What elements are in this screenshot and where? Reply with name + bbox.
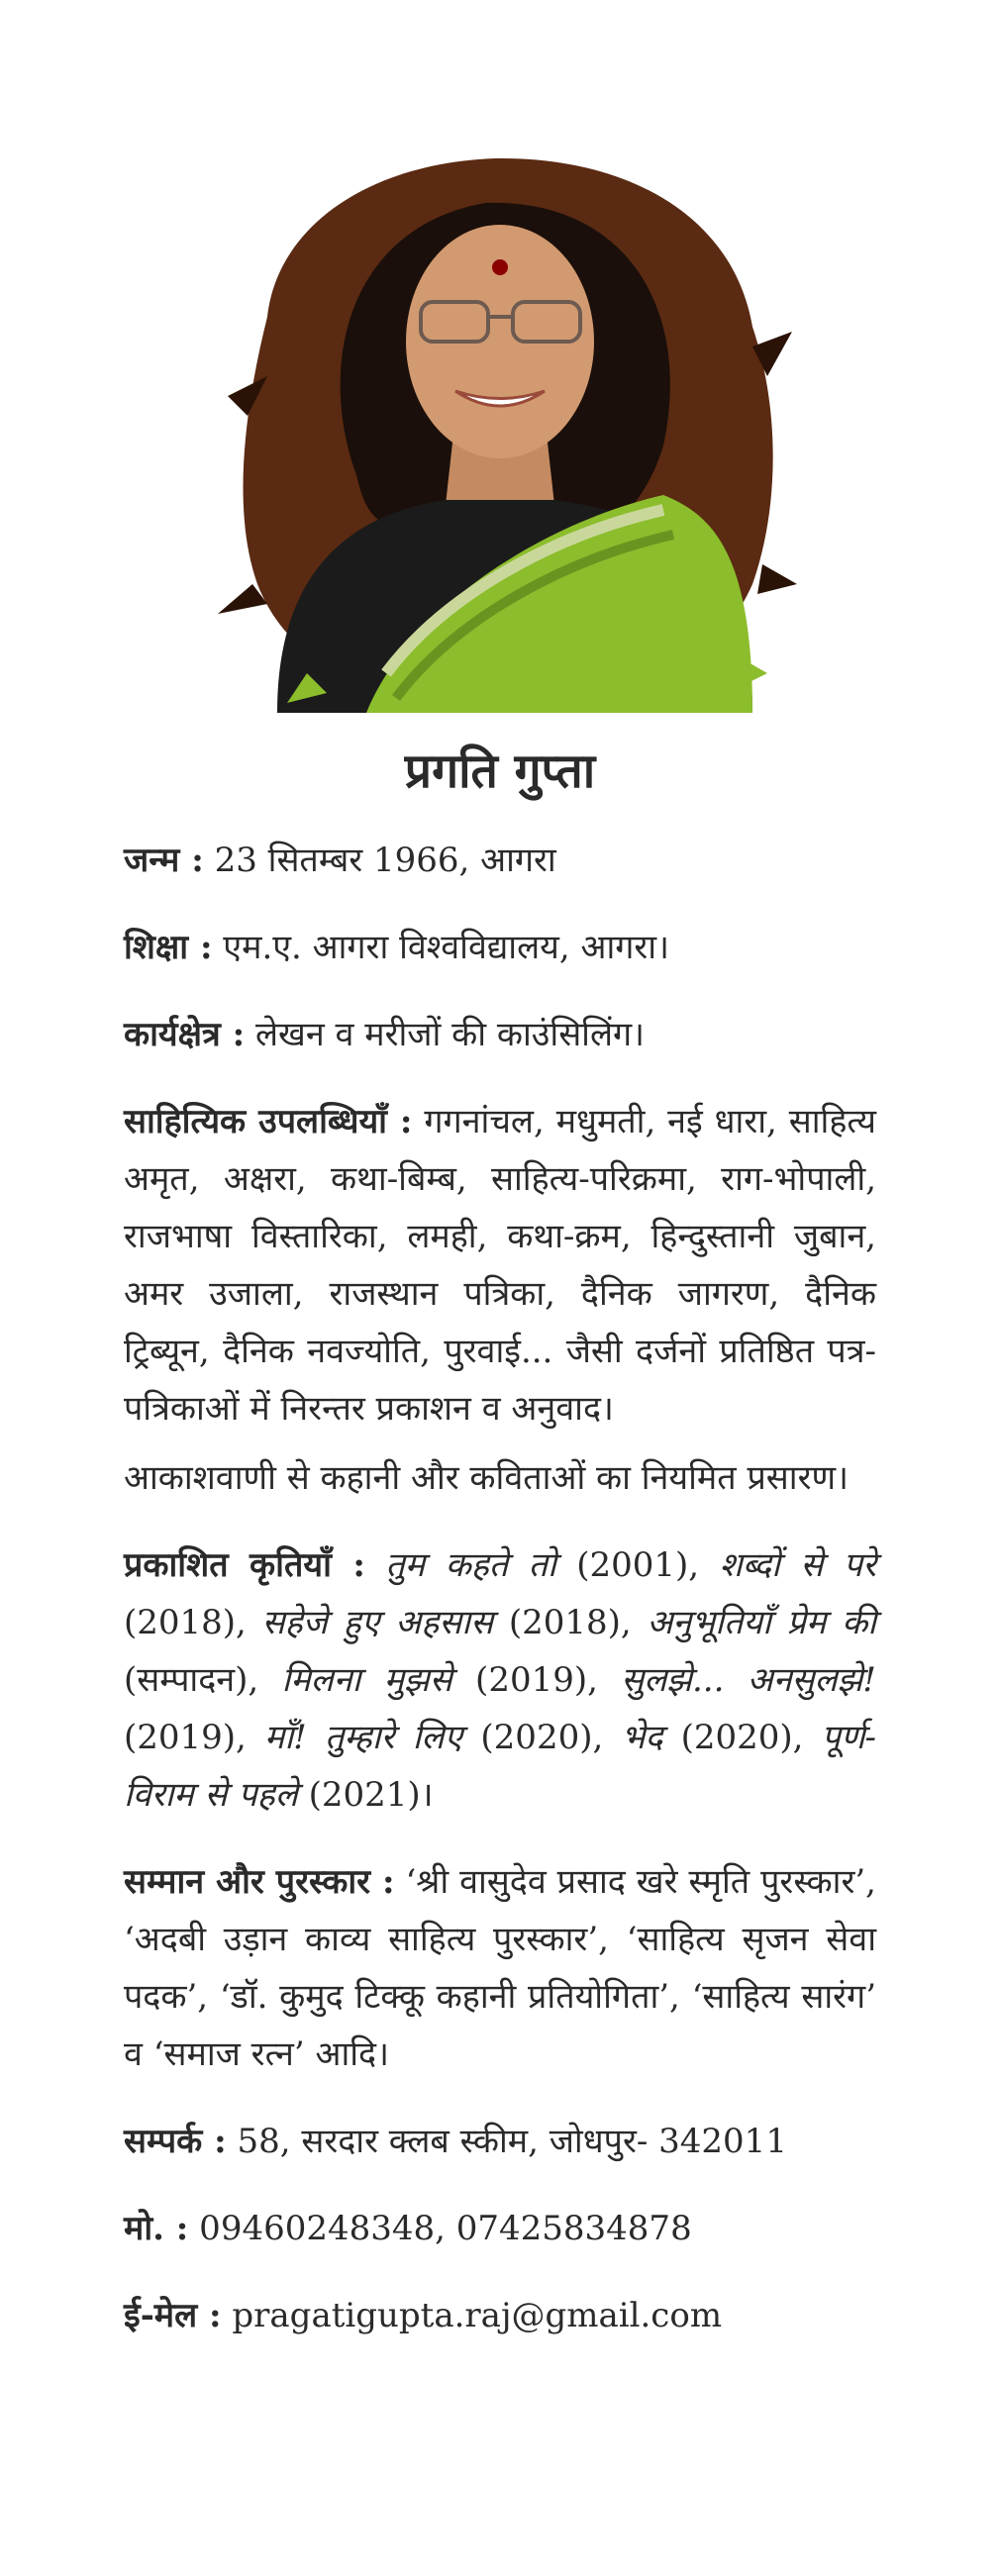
work-title-3: सहेजे हुए अहसास bbox=[261, 1603, 494, 1642]
email-text: pragatigupta.raj@gmail.com bbox=[221, 2296, 723, 2335]
mobile-line bbox=[124, 2200, 876, 2257]
work-title-9: पूर्ण-विराम से पहले bbox=[124, 1718, 877, 1815]
work-year-7: (2020), bbox=[462, 1718, 622, 1757]
contact-label: सम्पर्क : bbox=[124, 2122, 227, 2161]
work-title-4: अनुभूतियाँ प्रेम की bbox=[647, 1603, 877, 1642]
contact-line bbox=[124, 2113, 876, 2170]
work-title-8: भेद bbox=[621, 1718, 663, 1757]
work-year-2: (2018), bbox=[124, 1603, 262, 1642]
published-paragraph bbox=[124, 1536, 876, 1824]
published-label: प्रकाशित कृतियाँ : bbox=[124, 1545, 365, 1585]
email-line bbox=[124, 2287, 876, 2344]
birth-text: 23 सितम्बर 1966, आगरा bbox=[203, 841, 556, 880]
honors-text: ‘श्री वासुदेव प्रसाद खरे स्मृति पुरस्कार’, ‘अदबी उड़ान काव्य साहित्य पुरस्कार’, ‘साहित्य सृजन सेवा पदक’, ‘डॉ. कुमुद टिक्कू कहानी प्रतियोगिता’, ‘साहित्य सारंग’ व ‘समाज रत्न’ आदि। bbox=[124, 1862, 876, 2074]
work-line bbox=[124, 1006, 876, 1063]
work-year-8: (2020), bbox=[662, 1718, 822, 1757]
birth-label: जन्म : bbox=[124, 841, 204, 880]
birth-line bbox=[124, 832, 876, 889]
radio-text: आकाशवाणी से कहानी और कविताओं का नियमित प्रसारण। bbox=[124, 1458, 849, 1498]
work-year-4: (सम्पादन), bbox=[124, 1660, 282, 1700]
work-title-2: शब्दों से परे bbox=[719, 1545, 877, 1585]
contact-text: 58, सरदार क्लब स्कीम, जोधपुर- 342011 bbox=[226, 2122, 787, 2161]
literary-label: साहित्यिक उपलब्धियाँ : bbox=[124, 1102, 413, 1141]
education-text: एम.ए. आगरा विश्वविद्यालय, आगरा। bbox=[212, 928, 669, 967]
work-title-6: सुलझे... अनसुलझे! bbox=[621, 1660, 876, 1700]
literary-paragraph bbox=[124, 1093, 876, 1437]
education-label: शिक्षा : bbox=[124, 928, 213, 967]
work-title-1: तुम कहते तो bbox=[385, 1545, 556, 1585]
work-label: कार्यक्षेत्र : bbox=[124, 1015, 246, 1054]
honors-paragraph bbox=[124, 1853, 876, 2083]
work-text: लेखन व मरीजों की काउंसिलिंग। bbox=[245, 1015, 646, 1054]
literary-text: गगनांचल, मधुमती, नई धारा, साहित्य अमृत, अक्षरा, कथा-बिम्ब, साहित्य-परिक्रमा, राग-भोपाली, राजभाषा विस्तारिका, लमही, कथा-क्रम, हिन्दुस्तानी जुबान, अमर उजाला, राजस्थान पत्रिका, दैनिक जागरण, दैनिक ट्रिब्यून, दैनिक नवज्योति, पुरवाई... जैसी दर्जनों प्रतिष्ठित पत्र-पत्रिकाओं में निरन्तर प्रकाशन व अनुवाद। bbox=[124, 1102, 876, 1429]
work-year-3: (2018), bbox=[493, 1603, 648, 1642]
author-name: प्रगति गुप्ता bbox=[404, 743, 596, 799]
education-line bbox=[124, 919, 876, 976]
author-portrait bbox=[198, 119, 802, 713]
honors-label: सम्मान और पुरस्कार : bbox=[124, 1862, 395, 1902]
mobile-label: मो. : bbox=[124, 2209, 189, 2248]
work-year-9: (2021)। bbox=[297, 1775, 434, 1815]
work-title-5: मिलना मुझसे bbox=[281, 1660, 452, 1700]
radio-paragraph bbox=[124, 1449, 876, 1507]
mobile-text: 09460248348, 07425834878 bbox=[188, 2209, 692, 2248]
author-bio bbox=[124, 832, 876, 2374]
work-year-5: (2019), bbox=[451, 1660, 622, 1700]
email-label: ई-मेल : bbox=[124, 2296, 222, 2335]
work-year-6: (2019), bbox=[124, 1718, 265, 1757]
work-year-1: (2001), bbox=[555, 1545, 720, 1585]
work-title-7: माँ! तुम्हारे लिए bbox=[264, 1718, 463, 1757]
